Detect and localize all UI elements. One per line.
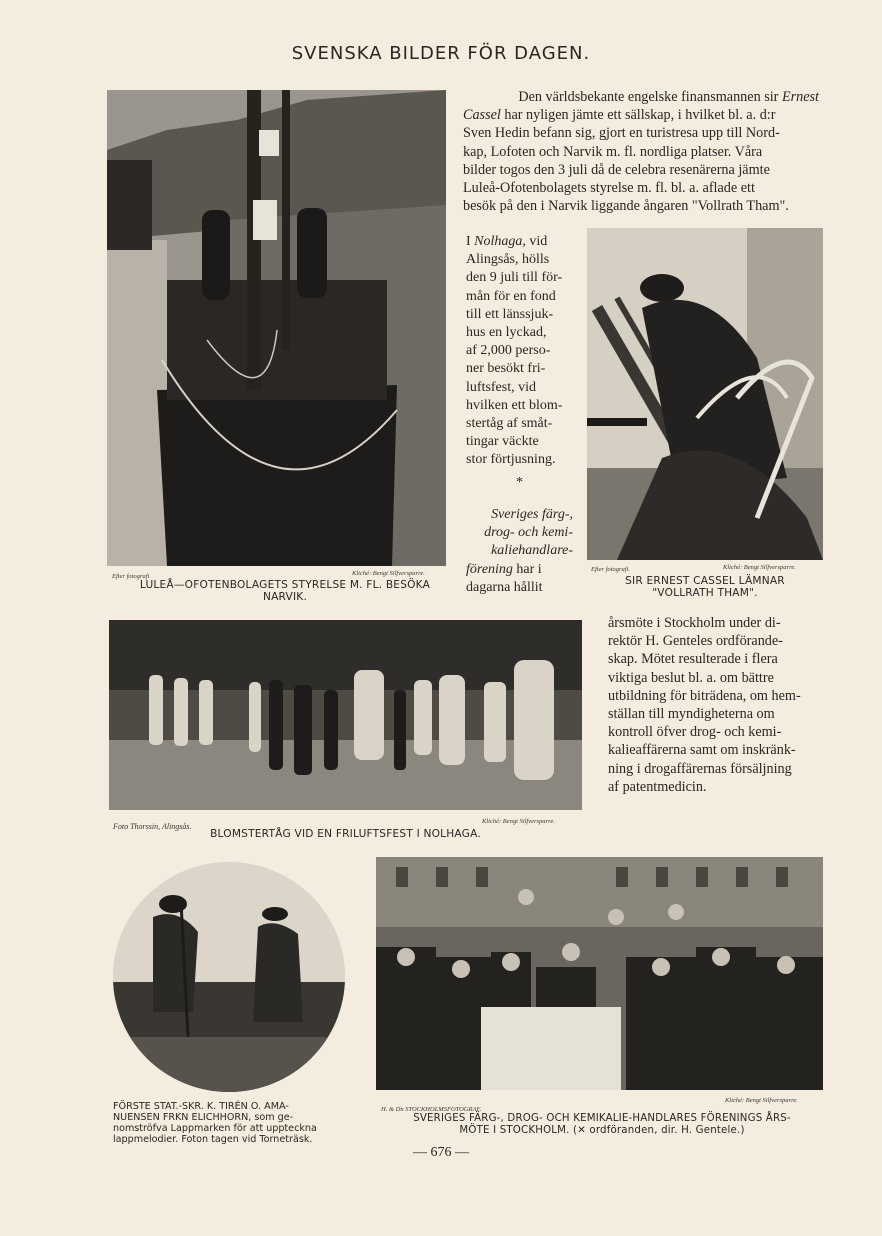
article-line: af 2,000 perso- <box>466 343 551 359</box>
article-line: Sveriges färg-, <box>491 507 573 522</box>
article-line: kaliehandlare- <box>491 543 573 559</box>
caption-line: NARVIK. <box>262 590 308 603</box>
ship-photo-credit-right: Kliché: Bengt Silfversparre. <box>352 570 425 577</box>
article-line: kap, Lofoten och Narvik m. fl. nordliga platser. Våra <box>463 143 763 160</box>
meeting-photo-credit-right: Kliché: Bengt Silfversparre. <box>725 1097 798 1104</box>
article-line: viktiga beslut bl. a. om bättre <box>608 669 774 686</box>
article-cassel <box>463 88 819 215</box>
ship-photo <box>107 90 446 566</box>
article-line: Luleå-Ofotenbolagets styrelse m. fl. bl. a. aflade ett <box>463 180 755 197</box>
caption-line: SVERIGES FÄRG-, DROG- OCH KEMIKALIE-HANDLARES FÖRENINGS ÅRS- <box>413 1113 791 1124</box>
parade-photo <box>109 620 582 810</box>
article-line: ner besökt fri- <box>466 361 546 377</box>
cassel-photo <box>587 228 823 560</box>
page-number: — 676 — <box>413 1145 469 1160</box>
article-line: tingar väckte <box>466 434 539 450</box>
page-title: SVENSKA BILDER FÖR DAGEN. <box>291 43 591 64</box>
article-line: den 9 juli till för- <box>466 270 563 286</box>
article-line: dagarna hållit <box>466 579 543 595</box>
article-line: stor förtjusning. <box>466 452 556 468</box>
meeting-photo-caption <box>376 1113 828 1136</box>
caption-line: nomströfva Lappmarken för att uppteckna <box>113 1123 317 1134</box>
article-line: af patentmedicin. <box>608 778 707 795</box>
caption-line: "VOLLRATH THAM". <box>652 586 758 599</box>
article-line: skap. Mötet resulterade i flera <box>608 651 778 668</box>
article-line: mån för en fond <box>466 288 556 304</box>
parade-photo-credit-right: Kliché: Bengt Silfversparre. <box>482 818 555 825</box>
article-line: besök på den i Narvik liggande ångaren "Vollrath Tham". <box>463 198 789 215</box>
article-line: kontroll öfver drog- och kemi- <box>608 724 782 741</box>
caption-line: SIR ERNEST CASSEL LÄMNAR <box>625 575 785 587</box>
article-line: Cassel har nyligen jämte ett sällskap, i hvilket bl. a. d:r <box>463 107 776 124</box>
cassel-photo-caption <box>587 576 823 599</box>
meeting-photo <box>376 857 823 1090</box>
article-line: ställan till myndigheterna om <box>608 706 775 723</box>
parade-photo-caption: BLOMSTERTÅG VID EN FRILUFTSFEST I NOLHAGA. <box>210 828 481 840</box>
caption-line: lappmelodier. Foton tagen vid Torneträsk. <box>113 1134 313 1145</box>
cassel-photo-credit-right: Kliché: Bengt Silfversparre. <box>723 564 796 571</box>
article-line: rektör H. Genteles ordförande- <box>608 633 783 650</box>
article-line: till ett länssjuk- <box>466 306 554 322</box>
caption-line: NUENSEN FRKN ELICHHORN, som ge- <box>113 1112 294 1123</box>
article-line: hus en lyckad, <box>466 325 547 341</box>
article-line: luftsfest, vid <box>466 379 536 395</box>
article-line: årsmöte i Stockholm under di- <box>608 615 781 631</box>
caption-line: FÖRSTE STAT.-SKR. K. TIRÉN O. AMA- <box>113 1101 289 1112</box>
parade-photo-credit-left: Foto Thorssin, Alingsås. <box>113 822 192 831</box>
article-line: utbildning för biträdena, om hem- <box>608 687 801 704</box>
meeting-photo-credit-left: H. & Dn STOCKHOLMSFOTOGRAF. <box>381 1106 482 1113</box>
article-forening-left <box>466 506 573 597</box>
article-line: förening har i <box>466 561 542 577</box>
article-line: stertåg af småt- <box>466 416 553 432</box>
article-line: Alingsås, hölls <box>466 252 550 268</box>
caption-line: LULEÅ—OFOTENBOLAGETS STYRELSE M. FL. BESÖKA <box>139 579 431 591</box>
caption-line: MÖTE I STOCKHOLM. (✕ ordföranden, dir. H. Gentele.) <box>459 1124 745 1136</box>
ship-photo-caption <box>107 580 463 603</box>
article-line: I Nolhaga, vid <box>466 234 548 249</box>
lapland-photo-caption <box>113 1101 353 1145</box>
article-line: hvilken ett blom- <box>466 397 563 413</box>
article-nolhaga <box>466 233 573 492</box>
lapland-photo <box>113 862 345 1092</box>
article-line: Sven Hedin befann sig, gjort en turistresa upp till Nord- <box>463 125 780 142</box>
article-line: ning i drogaffärernas försäljning <box>608 760 792 777</box>
article-line: drog- och kemi- <box>484 525 573 541</box>
article-line: bilder togos den 3 juli då de celebra resenärerna jämte <box>463 161 770 178</box>
article-line: kalieaffärerna samt om inskränk- <box>608 742 796 759</box>
ship-photo-credit-left: Efter fotografi <box>112 573 150 580</box>
article-line: Den världsbekante engelske finansmannen sir Ernest <box>518 89 819 105</box>
cassel-photo-credit-left: Efter fotografi. <box>591 566 630 573</box>
section-separator: * <box>516 474 523 490</box>
article-forening-right <box>608 614 824 796</box>
